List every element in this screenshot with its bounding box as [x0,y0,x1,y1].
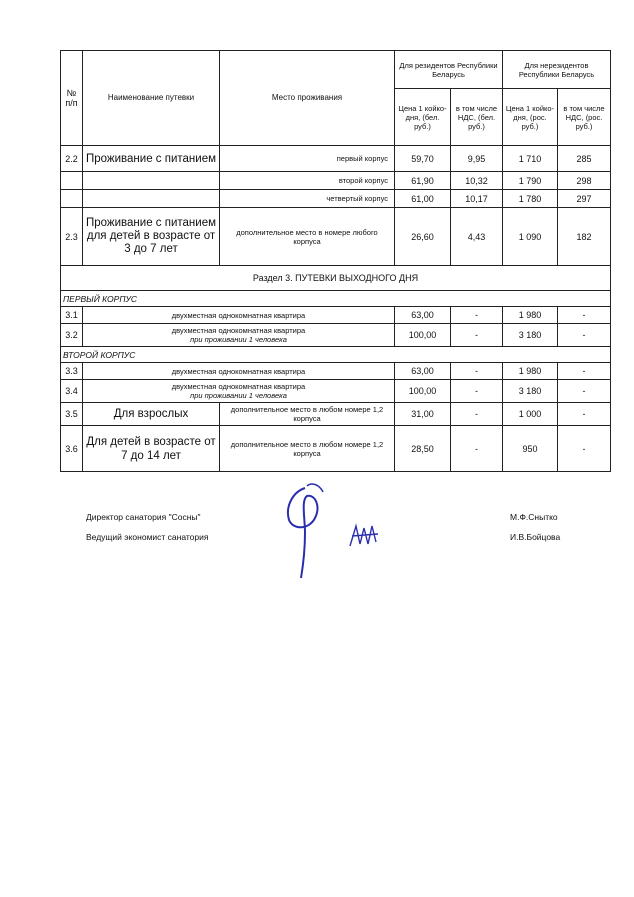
header-nonres-price: Цена 1 койко-дня, (рос. руб.) [503,89,558,146]
header-res-vat: в том числе НДС, (бел. руб.) [451,89,503,146]
group-first-building: ПЕРВЫЙ КОРПУС [61,291,611,307]
empty-cell [83,190,220,208]
table-row-2-2-c [61,190,611,208]
row-num: 3.2 [61,324,83,347]
row-res-price: 61,00 [395,190,451,208]
row-nonres-vat: 285 [558,146,611,172]
section-3-row [61,266,611,291]
row-res-vat: 4,43 [451,208,503,266]
row-nonres-price: 1 980 [503,363,558,380]
row-res-price: 28,50 [395,426,451,472]
director-title: Директор санатория "Сосны" [86,512,201,522]
table-row-2-2-b [61,172,611,190]
row-place: дополнительное место в любом номере 1,2 корпуса [220,426,395,472]
group-second-building: ВТОРОЙ КОРПУС [61,347,611,363]
row-nonres-vat: - [558,324,611,347]
row-nonres-vat: - [558,380,611,403]
row-desc: двухместная однокомнатная квартира [83,307,395,324]
header-nonresidents: Для нерезидентов Республики Беларусь [503,51,611,89]
row-nonres-price: 3 180 [503,324,558,347]
row-name: Для детей в возрасте от 7 до 14 лет [83,426,220,472]
row-place: четвертый корпус [220,190,395,208]
row-name: Для взрослых [83,403,220,426]
table-row-3-3 [61,363,611,380]
row-desc-cell [83,324,395,347]
empty-cell [61,190,83,208]
row-nonres-vat: - [558,363,611,380]
row-num: 3.3 [61,363,83,380]
row-nonres-vat: - [558,426,611,472]
header-num: № п/п [61,51,83,146]
row-res-vat: - [451,426,503,472]
table-row-3-5 [61,403,611,426]
group-1-row [61,291,611,307]
header-nonres-vat: в том числе НДС, (рос. руб.) [558,89,611,146]
row-desc: двухместная однокомнатная квартира [171,382,306,391]
row-desc-cell [83,380,395,403]
section-3-title: Раздел 3. ПУТЕВКИ ВЫХОДНОГО ДНЯ [61,266,611,291]
row-res-price: 63,00 [395,363,451,380]
row-name: Проживание с питанием [83,146,220,172]
row-res-vat: - [451,403,503,426]
row-res-vat: - [451,307,503,324]
row-nonres-price: 1 780 [503,190,558,208]
row-res-vat: - [451,363,503,380]
row-nonres-price: 1 710 [503,146,558,172]
row-res-price: 100,00 [395,324,451,347]
price-table [60,50,611,472]
row-res-vat: 9,95 [451,146,503,172]
economist-name: И.В.Бойцова [510,532,561,542]
row-res-price: 31,00 [395,403,451,426]
row-num: 3.1 [61,307,83,324]
row-nonres-vat: - [558,403,611,426]
header-row-1 [61,51,611,89]
row-nonres-price: 1 090 [503,208,558,266]
economist-signature [348,520,384,550]
row-num: 3.6 [61,426,83,472]
header-residents: Для резидентов Республики Беларусь [395,51,503,89]
row-res-vat: - [451,380,503,403]
row-note: при проживании 1 человека [190,335,287,344]
row-nonres-vat: 182 [558,208,611,266]
row-nonres-vat: 298 [558,172,611,190]
table-row-3-6 [61,426,611,472]
row-nonres-vat: 297 [558,190,611,208]
header-place: Место проживания [220,51,395,146]
row-nonres-price: 1 980 [503,307,558,324]
row-nonres-price: 1 790 [503,172,558,190]
director-signature [275,478,335,583]
row-nonres-price: 1 000 [503,403,558,426]
row-res-price: 26,60 [395,208,451,266]
row-num: 3.4 [61,380,83,403]
empty-cell [83,172,220,190]
row-desc: двухместная однокомнатная квартира [83,363,395,380]
row-place: дополнительное место в любом номере 1,2 корпуса [220,403,395,426]
row-res-price: 59,70 [395,146,451,172]
row-place: дополнительное место в номере любого корпуса [220,208,395,266]
row-place: первый корпус [220,146,395,172]
table-row-2-2-a [61,146,611,172]
row-res-price: 61,90 [395,172,451,190]
table-row-3-4 [61,380,611,403]
row-res-vat: 10,17 [451,190,503,208]
economist-title: Ведущий экономист санатория [86,532,209,542]
empty-cell [61,172,83,190]
row-res-price: 63,00 [395,307,451,324]
row-name: Проживание с питанием для детей в возрасте от 3 до 7 лет [83,208,220,266]
table-row-2-3 [61,208,611,266]
row-place: второй корпус [220,172,395,190]
row-num: 2.2 [61,146,83,172]
header-name: Наименование путевки [83,51,220,146]
row-nonres-vat: - [558,307,611,324]
row-nonres-price: 3 180 [503,380,558,403]
row-note: при проживании 1 человека [190,391,287,400]
header-res-price: Цена 1 койко-дня, (бел. руб.) [395,89,451,146]
row-res-price: 100,00 [395,380,451,403]
row-nonres-price: 950 [503,426,558,472]
group-2-row [61,347,611,363]
table-row-3-1 [61,307,611,324]
row-desc: двухместная однокомнатная квартира [171,326,306,335]
row-num: 2.3 [61,208,83,266]
row-res-vat: 10,32 [451,172,503,190]
row-num: 3.5 [61,403,83,426]
table-row-3-2 [61,324,611,347]
row-res-vat: - [451,324,503,347]
director-name: М.Ф.Снытко [510,512,558,522]
